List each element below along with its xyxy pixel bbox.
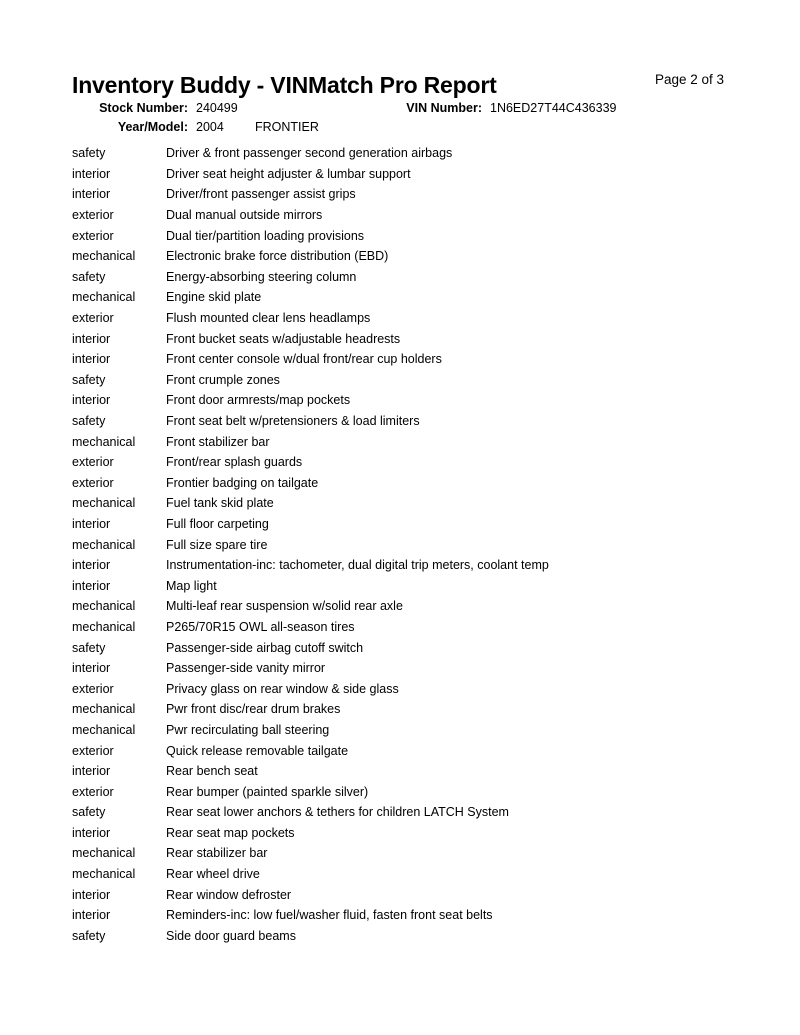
- feature-description: Front seat belt w/pretensioners & load limiters: [166, 414, 420, 429]
- feature-row: [72, 473, 549, 494]
- feature-category: safety: [72, 805, 106, 820]
- feature-category: mechanical: [72, 867, 136, 882]
- feature-description: Front bucket seats w/adjustable headrests: [166, 331, 401, 346]
- feature-category: interior: [72, 166, 111, 181]
- page-indicator: Page 2 of 3: [655, 72, 725, 87]
- year-model-label: Year/Model:: [117, 120, 188, 134]
- feature-row: [72, 349, 549, 370]
- feature-description: Front stabilizer bar: [166, 434, 270, 449]
- feature-description: Pwr front disc/rear drum brakes: [166, 702, 341, 717]
- feature-list: [72, 143, 549, 946]
- feature-category: interior: [72, 352, 111, 367]
- feature-description: Rear seat map pockets: [166, 825, 295, 840]
- feature-description: P265/70R15 OWL all-season tires: [166, 619, 355, 634]
- feature-description: Rear bench seat: [166, 764, 258, 779]
- feature-description: Front door armrests/map pockets: [166, 393, 351, 408]
- feature-category: interior: [72, 393, 111, 408]
- feature-category: mechanical: [72, 619, 136, 634]
- feature-row: [72, 884, 549, 905]
- feature-description: Dual manual outside mirrors: [166, 208, 323, 223]
- vin-number-value: 1N6ED27T44C436339: [490, 101, 617, 115]
- feature-category: interior: [72, 516, 111, 531]
- feature-category: exterior: [72, 784, 114, 799]
- feature-category: mechanical: [72, 434, 136, 449]
- feature-description: Full floor carpeting: [166, 516, 269, 531]
- feature-category: mechanical: [72, 702, 136, 717]
- feature-description: Energy-absorbing steering column: [166, 269, 357, 284]
- year-value: 2004: [196, 120, 224, 134]
- feature-description: Driver/front passenger assist grips: [166, 187, 356, 202]
- feature-row: [72, 781, 549, 802]
- feature-category: mechanical: [72, 249, 136, 264]
- feature-row: [72, 637, 549, 658]
- feature-description: Full size spare tire: [166, 537, 268, 552]
- feature-category: interior: [72, 661, 111, 676]
- feature-category: interior: [72, 331, 111, 346]
- feature-category: interior: [72, 187, 111, 202]
- feature-row: [72, 184, 549, 205]
- feature-row: [72, 802, 549, 823]
- feature-description: Driver & front passenger second generation airbags: [166, 146, 453, 161]
- feature-description: Engine skid plate: [166, 290, 262, 305]
- feature-description: Dual tier/partition loading provisions: [166, 228, 365, 243]
- feature-row: [72, 740, 549, 761]
- feature-category: safety: [72, 414, 106, 429]
- feature-description: Privacy glass on rear window & side glass: [166, 681, 399, 696]
- feature-category: mechanical: [72, 290, 136, 305]
- feature-row: [72, 164, 549, 185]
- feature-category: mechanical: [72, 846, 136, 861]
- feature-row: [72, 823, 549, 844]
- feature-category: exterior: [72, 208, 114, 223]
- feature-category: mechanical: [72, 537, 136, 552]
- feature-row: [72, 534, 549, 555]
- feature-description: Side door guard beams: [166, 928, 296, 943]
- feature-description: Front/rear splash guards: [166, 455, 303, 470]
- feature-row: [72, 452, 549, 473]
- feature-description: Flush mounted clear lens headlamps: [166, 311, 371, 326]
- feature-description: Multi-leaf rear suspension w/solid rear axle: [166, 599, 403, 614]
- feature-category: mechanical: [72, 722, 136, 737]
- feature-row: [72, 205, 549, 226]
- feature-description: Rear seat lower anchors & tethers for children LATCH System: [166, 805, 509, 820]
- feature-row: [72, 699, 549, 720]
- feature-row: [72, 843, 549, 864]
- feature-row: [72, 926, 549, 947]
- feature-category: exterior: [72, 475, 114, 490]
- feature-row: [72, 411, 549, 432]
- feature-description: Fuel tank skid plate: [166, 496, 274, 511]
- feature-row: [72, 596, 549, 617]
- feature-category: exterior: [72, 228, 114, 243]
- feature-description: Passenger-side airbag cutoff switch: [166, 640, 364, 655]
- feature-category: safety: [72, 269, 106, 284]
- feature-row: [72, 267, 549, 288]
- feature-description: Front center console w/dual front/rear cup holders: [166, 352, 442, 367]
- feature-description: Quick release removable tailgate: [166, 743, 349, 758]
- feature-description: Rear stabilizer bar: [166, 846, 268, 861]
- feature-row: [72, 287, 549, 308]
- feature-row: [72, 678, 549, 699]
- feature-category: safety: [72, 146, 106, 161]
- model-value: FRONTIER: [255, 120, 319, 134]
- feature-row: [72, 143, 549, 164]
- feature-row: [72, 431, 549, 452]
- feature-category: interior: [72, 764, 111, 779]
- feature-category: safety: [72, 640, 106, 655]
- feature-row: [72, 555, 549, 576]
- feature-category: exterior: [72, 455, 114, 470]
- feature-row: [72, 390, 549, 411]
- vin-number-label: VIN Number:: [406, 101, 482, 115]
- feature-category: exterior: [72, 311, 114, 326]
- report-title: Inventory Buddy - VINMatch Pro Report: [72, 72, 497, 98]
- feature-category: mechanical: [72, 599, 136, 614]
- feature-category: mechanical: [72, 496, 136, 511]
- feature-row: [72, 514, 549, 535]
- feature-description: Map light: [166, 578, 217, 593]
- feature-row: [72, 658, 549, 679]
- stock-number-value: 240499: [196, 101, 238, 115]
- feature-row: [72, 225, 549, 246]
- feature-category: interior: [72, 578, 111, 593]
- feature-row: [72, 493, 549, 514]
- feature-row: [72, 246, 549, 267]
- feature-row: [72, 905, 549, 926]
- feature-description: Rear window defroster: [166, 887, 292, 902]
- feature-description: Front crumple zones: [166, 372, 280, 387]
- feature-description: Instrumentation-inc: tachometer, dual digital trip meters, coolant temp: [166, 558, 549, 573]
- feature-description: Frontier badging on tailgate: [166, 475, 319, 490]
- feature-description: Reminders-inc: low fuel/washer fluid, fasten front seat belts: [166, 908, 493, 923]
- feature-category: interior: [72, 825, 111, 840]
- feature-row: [72, 575, 549, 596]
- feature-category: exterior: [72, 743, 114, 758]
- feature-category: interior: [72, 887, 111, 902]
- feature-row: [72, 617, 549, 638]
- feature-row: [72, 308, 549, 329]
- feature-row: [72, 328, 549, 349]
- feature-category: exterior: [72, 681, 114, 696]
- feature-row: [72, 720, 549, 741]
- feature-row: [72, 761, 549, 782]
- feature-row: [72, 864, 549, 885]
- feature-row: [72, 370, 549, 391]
- feature-description: Pwr recirculating ball steering: [166, 722, 330, 737]
- feature-description: Rear wheel drive: [166, 867, 260, 882]
- feature-category: safety: [72, 372, 106, 387]
- feature-description: Electronic brake force distribution (EBD): [166, 249, 389, 264]
- feature-description: Passenger-side vanity mirror: [166, 661, 326, 676]
- stock-number-label: Stock Number:: [99, 101, 188, 115]
- feature-description: Rear bumper (painted sparkle silver): [166, 784, 369, 799]
- feature-description: Driver seat height adjuster & lumbar support: [166, 166, 411, 181]
- feature-category: interior: [72, 908, 111, 923]
- feature-category: safety: [72, 928, 106, 943]
- feature-category: interior: [72, 558, 111, 573]
